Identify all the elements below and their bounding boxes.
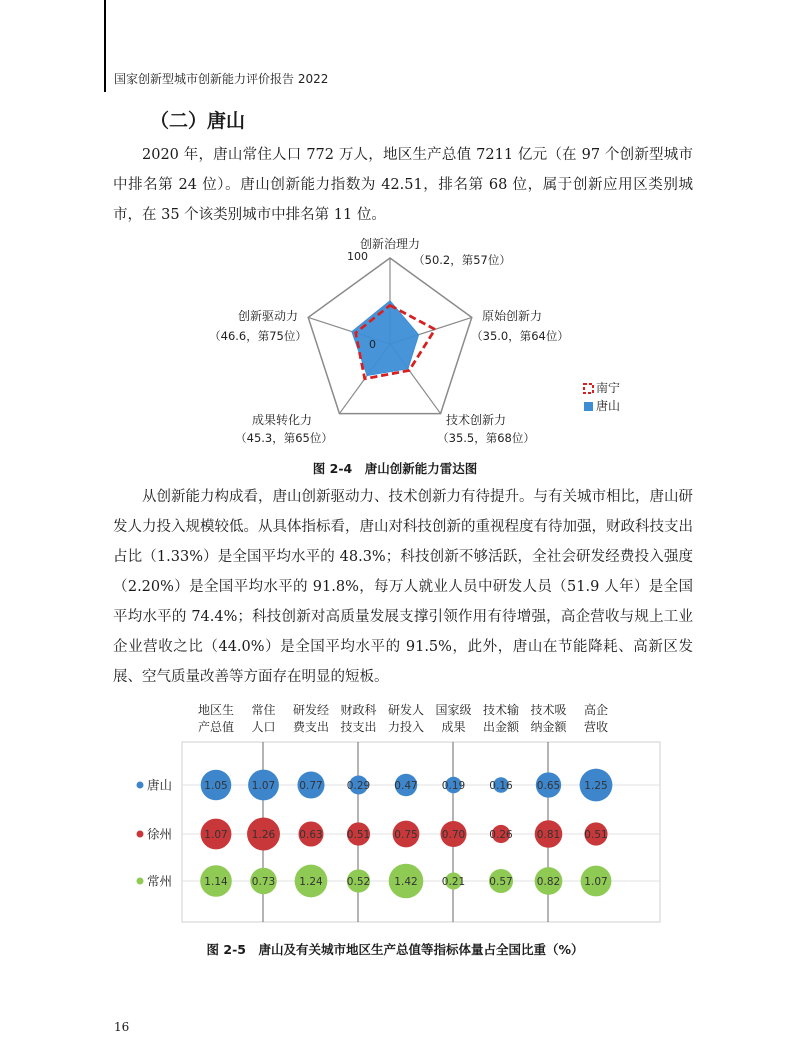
- bubble-value-label: 0.47: [394, 780, 418, 792]
- radar-axis-value: （46.6，第75位）: [209, 329, 307, 343]
- legend-swatch-tangshan: [584, 402, 593, 411]
- bubble-value-label: 0.16: [489, 780, 513, 792]
- legend-swatch-nanning: [584, 384, 593, 393]
- radar-axis-label: 创新驱动力: [237, 309, 298, 323]
- bubble-value-label: 0.51: [346, 829, 371, 841]
- radar-axis-label: 成果转化力: [251, 413, 312, 427]
- bubble-value-label: 0.81: [536, 829, 561, 841]
- bubble-column-header: 人口: [251, 720, 276, 734]
- radar-axis-label: 原始创新力: [482, 309, 543, 323]
- radar-chart: [200, 232, 621, 454]
- bubble-column-header: 国家级: [435, 703, 472, 717]
- bubble-column-header: 地区生: [197, 703, 235, 717]
- bubble-row-label: 徐州: [147, 826, 173, 842]
- bubble-value-label: 0.75: [394, 829, 418, 841]
- bubble-value-label: 0.63: [299, 829, 323, 841]
- radar-axis-value: （45.3，第65位）: [235, 431, 333, 445]
- bubble-value-label: 1.07: [584, 876, 608, 888]
- bubble-value-label: 0.19: [441, 780, 466, 792]
- bubble-column-header: 营收: [583, 720, 609, 734]
- bubble-value-label: 0.26: [489, 829, 513, 841]
- radar-axis-label: 创新治理力: [359, 237, 421, 251]
- bubble-row-marker: [137, 878, 144, 885]
- radar-axis-value: （50.2，第57位）: [413, 253, 511, 267]
- bubble-column-header: 产总值: [197, 720, 235, 734]
- bubble-value-label: 0.21: [441, 876, 466, 888]
- bubble-column-header: 费支出: [292, 720, 330, 734]
- bubble-column-header: 技术吸: [530, 703, 567, 717]
- bubble-value-label: 1.24: [299, 876, 323, 888]
- paragraph-intro: 2020 年，唐山常住人口 772 万人，地区生产总值 7211 亿元（在 97 个创新型城市中排名第 24 位）。唐山创新能力指数为 42.51，排名第 68 位，属于创新应用区类别城市，在 35 个该类别城市中排名第 11 位。: [113, 147, 693, 223]
- bubble-value-label: 0.51: [584, 829, 608, 841]
- bubble-column-header: 纳金额: [530, 720, 567, 734]
- paragraph-analysis: 从创新能力构成看，唐山创新驱动力、技术创新力有待提升。与有关城市相比，唐山研发人力投入规模较低。从具体指标看，唐山对科技创新的重视程度有待加强，财政科技支出占比（1.33%）是全国平均水平的 48.3%；科技创新不够活跃，全社会研发经费投入强度（2.20%）是全国平均水平的 91.8%，每万人就业人员中研发人员（51.9 人年）是全国平均水平的 74.4%；科技创新对高质量发展支撑引领作用有待增强，高企营收与规上工业企业营收之比（44.0%）是全国平均水平的 91.5%，此外，唐山在节能降耗、高新区发展、空气质量改善等方面存在明显的短板。: [113, 489, 693, 685]
- bubble-column-header: 出金额: [482, 720, 520, 734]
- bubble-value-label: 1.07: [204, 829, 228, 841]
- bubble-chart: [120, 700, 680, 932]
- bubble-value-label: 1.26: [251, 829, 276, 841]
- bubble-value-label: 0.77: [299, 780, 323, 792]
- bubble-value-label: 0.82: [536, 876, 561, 888]
- bubble-column-header: 财政科: [340, 703, 377, 717]
- running-header: 国家创新型城市创新能力评价报告 2022: [114, 72, 329, 86]
- legend-label: 南宁: [596, 381, 621, 395]
- header-rule: [104, 0, 106, 92]
- bubble-row-label: 常州: [147, 873, 173, 889]
- bubble-value-label: 1.14: [204, 876, 228, 888]
- bubble-value-label: 0.29: [346, 780, 371, 792]
- bubble-column-header: 成果: [441, 720, 466, 734]
- radar-axis-value: （35.5，第68位）: [437, 431, 535, 445]
- bubble-value-label: 0.57: [489, 876, 513, 888]
- radar-max-label: 100: [347, 250, 368, 263]
- bubble-value-label: 0.52: [346, 876, 371, 888]
- bubble-column-header: 技术输: [482, 703, 520, 717]
- page-number: 16: [114, 1020, 130, 1034]
- bubble-value-label: 0.73: [251, 876, 276, 888]
- bubble-chart-caption: 图 2-5 唐山及有关城市地区生产总值等指标体量占全国比重（%）: [206, 942, 584, 957]
- radar-axis-value: （35.0，第64位）: [471, 329, 569, 343]
- radar-axis-label: 技术创新力: [446, 413, 507, 427]
- bubble-column-header: 研发经: [292, 703, 330, 717]
- radar-chart-caption: 图 2-4 唐山创新能力雷达图: [312, 461, 478, 476]
- bubble-column-header: 力投入: [387, 720, 425, 734]
- bubble-value-label: 1.05: [204, 780, 228, 792]
- bubble-value-label: 1.07: [251, 780, 276, 792]
- section-title: （二）唐山: [150, 110, 246, 132]
- bubble-column-header: 研发人: [387, 703, 425, 717]
- bubble-column-header: 技支出: [340, 720, 377, 734]
- bubble-row-marker: [137, 831, 144, 838]
- bubble-value-label: 1.42: [394, 876, 418, 888]
- bubble-row-label: 唐山: [147, 777, 173, 793]
- legend-label: 唐山: [596, 399, 621, 413]
- bubble-value-label: 0.65: [536, 780, 561, 792]
- bubble-column-header: 高企: [583, 703, 609, 717]
- bubble-value-label: 0.70: [441, 829, 466, 841]
- radar-min-label: 0: [369, 338, 376, 351]
- bubble-value-label: 1.25: [584, 780, 608, 792]
- bubble-row-marker: [137, 782, 144, 789]
- bubble-column-header: 常住: [251, 703, 276, 717]
